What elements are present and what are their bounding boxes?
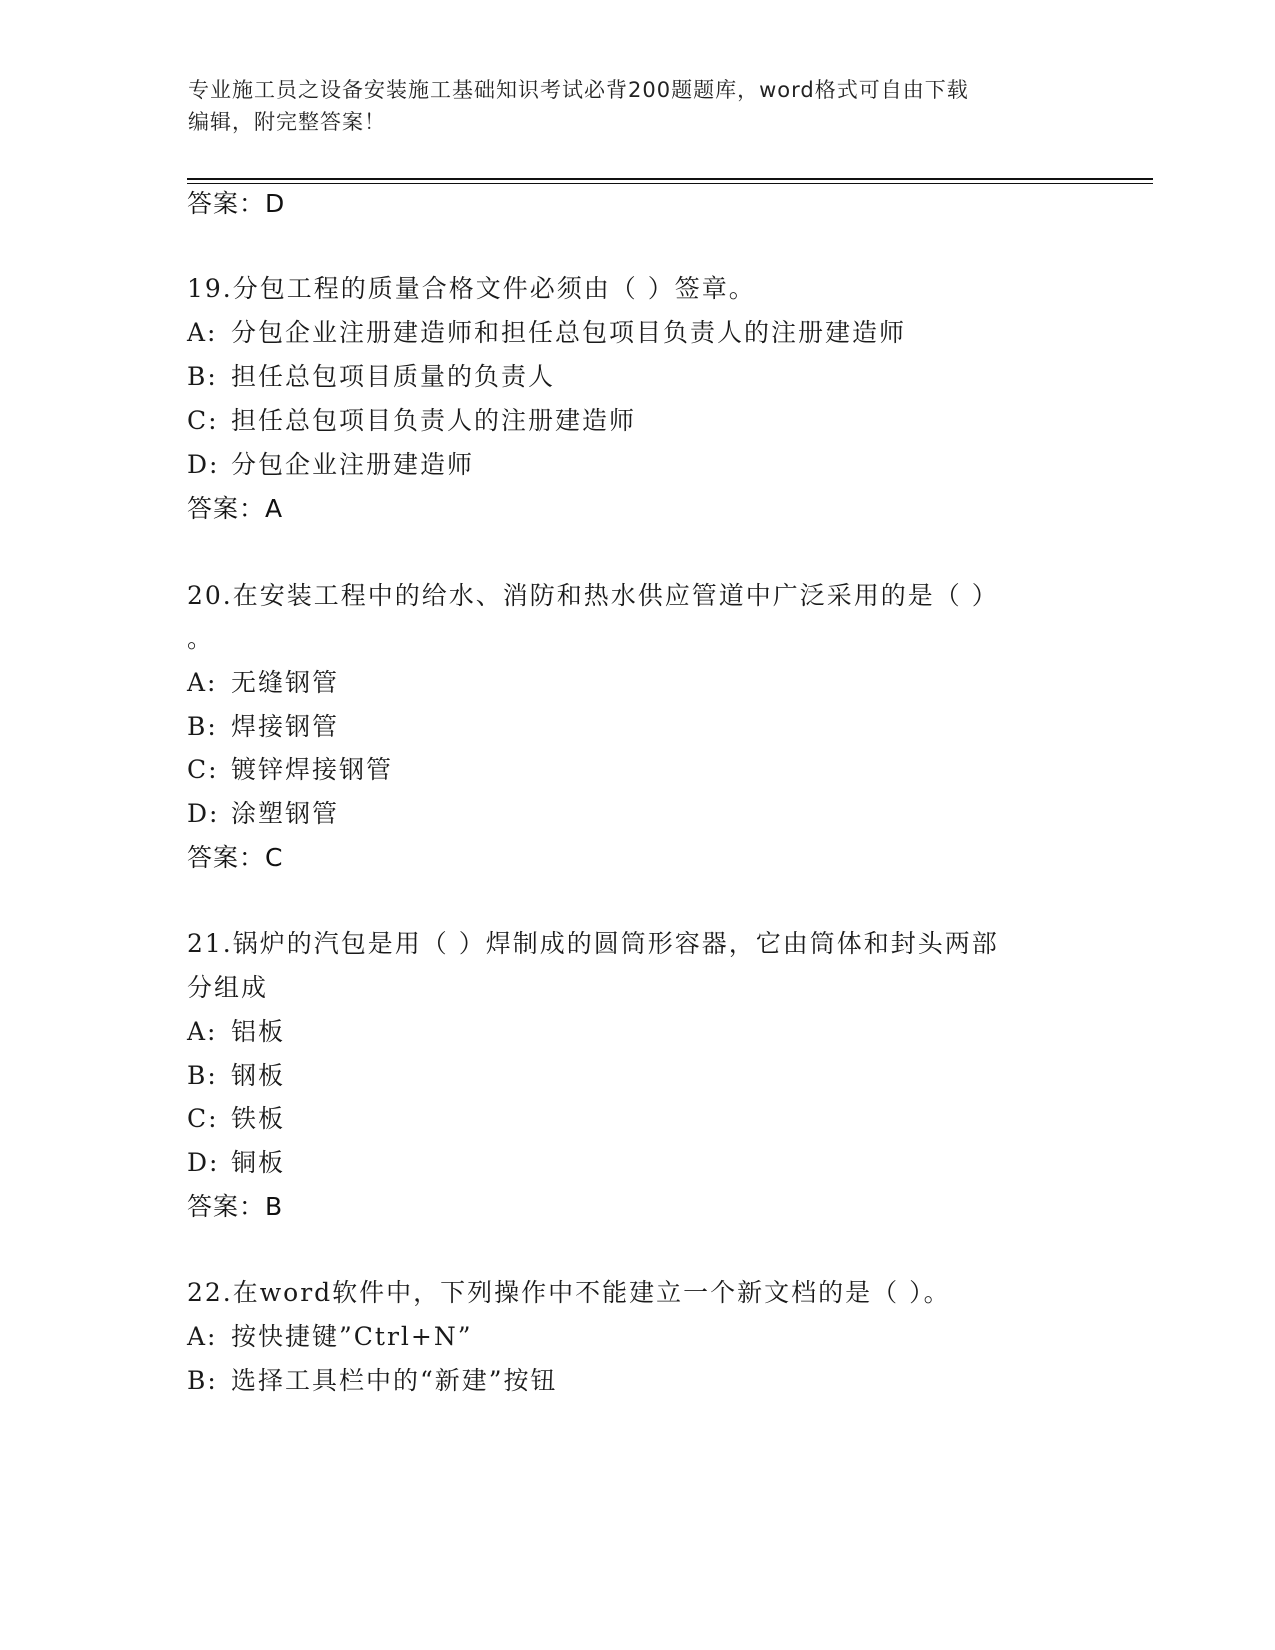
- option-text: 涂塑钢管: [231, 799, 340, 828]
- option-19-a: [187, 317, 906, 349]
- option-19-b: [187, 361, 555, 393]
- question-20-continued: 。: [187, 624, 215, 653]
- option-text: 铁板: [231, 1104, 286, 1133]
- question-20: 20.在安装工程中的给水、消防和热水供应管道中广泛采用的是（ ）: [187, 581, 999, 610]
- question-19: 19.分包工程的质量合格文件必须由（ ）签章。: [187, 274, 756, 303]
- question-21-continued: 分组成: [187, 973, 269, 1002]
- option-label: B:: [187, 1366, 218, 1395]
- option-text: 分包企业注册建造师和担任总包项目负责人的注册建造师: [231, 318, 907, 347]
- option-label: D:: [187, 799, 220, 828]
- option-text: 铜板: [231, 1148, 286, 1177]
- header-rule-thin: [187, 183, 1153, 184]
- option-label: B:: [187, 712, 218, 741]
- question-21: 21.锅炉的汽包是用（ ）焊制成的圆筒形容器，它由筒体和封头两部: [187, 929, 999, 958]
- option-text: 钢板: [231, 1061, 286, 1090]
- answer-19: 答案：A: [187, 494, 284, 523]
- answer-21: 答案：B: [187, 1192, 284, 1221]
- option-22-b: [187, 1365, 558, 1397]
- option-text: 按快捷键”Ctrl+N”: [231, 1322, 473, 1351]
- option-text: 焊接钢管: [231, 712, 340, 741]
- option-20-a: [187, 667, 339, 699]
- option-label: C:: [187, 406, 219, 435]
- header-title-line-1: 专业施工员之设备安装施工基础知识考试必背200题题库，word格式可自由下载: [188, 78, 969, 102]
- option-21-b: [187, 1060, 285, 1092]
- document-header: [188, 74, 1068, 138]
- option-label: C:: [187, 755, 219, 784]
- option-text: 镀锌焊接钢管: [231, 755, 394, 784]
- option-text: 无缝钢管: [231, 668, 340, 697]
- answer-20: 答案：C: [187, 843, 284, 872]
- option-label: B:: [187, 1061, 218, 1090]
- option-label: A:: [187, 1017, 218, 1046]
- option-21-c: [187, 1103, 285, 1135]
- header-title-line-2: 编辑，附完整答案！: [188, 110, 386, 134]
- option-21-a: [187, 1016, 285, 1048]
- option-text: 分包企业注册建造师: [231, 450, 475, 479]
- option-20-d: [187, 798, 339, 830]
- option-label: A:: [187, 1322, 218, 1351]
- option-label: A:: [187, 668, 218, 697]
- option-label: D:: [187, 450, 220, 479]
- answer-18: 答案：D: [187, 189, 286, 218]
- option-19-c: [187, 405, 636, 437]
- option-20-c: [187, 754, 393, 786]
- question-22: 22.在word软件中，下列操作中不能建立一个新文档的是（ ）。: [187, 1278, 951, 1307]
- option-22-a: [187, 1321, 473, 1353]
- option-label: D:: [187, 1148, 220, 1177]
- option-text: 铝板: [231, 1017, 286, 1046]
- option-text: 担任总包项目质量的负责人: [231, 362, 556, 391]
- option-label: A:: [187, 318, 218, 347]
- header-rule-thick: [187, 178, 1153, 180]
- option-21-d: [187, 1147, 285, 1179]
- option-19-d: [187, 449, 474, 481]
- option-label: B:: [187, 362, 218, 391]
- option-20-b: [187, 711, 339, 743]
- option-text: 担任总包项目负责人的注册建造师: [231, 406, 637, 435]
- option-text: 选择工具栏中的“新建”按钮: [231, 1366, 558, 1395]
- option-label: C:: [187, 1104, 219, 1133]
